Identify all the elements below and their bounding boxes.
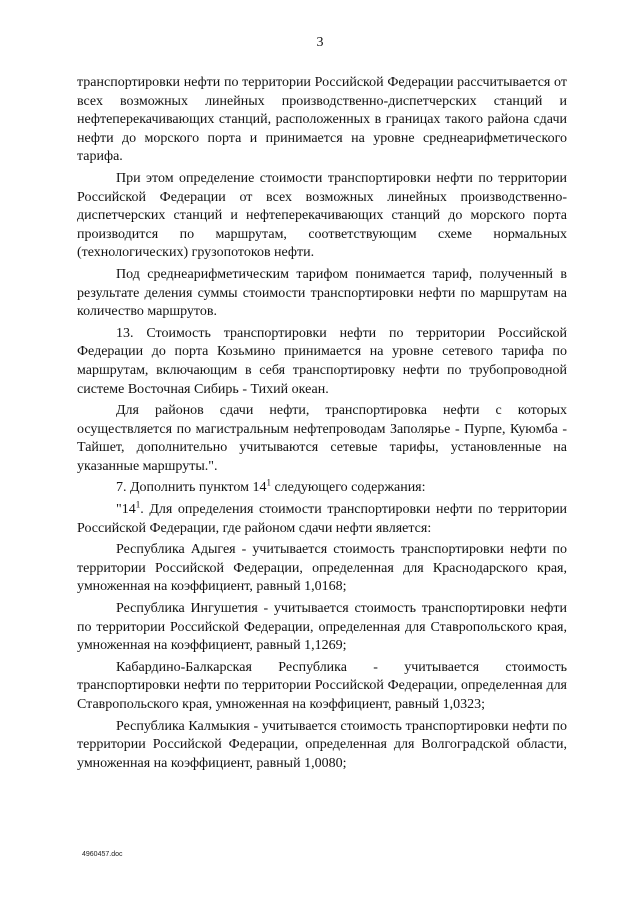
item-14-1-superscript: 1: [135, 499, 141, 510]
paragraph-item-14-1: [77, 501, 567, 538]
paragraph-item-13-kozmino: 13. Стоимость транспортировки нефти по территории Российской Федерации до порта Козьмино принимается на уровне сетевого тарифа по маршрутам, включающим в себя транспортировку нефти по трубопроводной системе Восточная Сибирь - Тихий океан.: [77, 325, 567, 397]
item-14-1-text-end: . Для определения стоимости транспортировки нефти по территории Российской Федерации, где районом сдачи нефти является:: [77, 502, 567, 536]
paragraph-average-tariff-definition: Под среднеарифметическим тарифом понимается тариф, полученный в результате деления суммы стоимости транспортировки нефти по маршрутам на количество маршрутов.: [77, 266, 567, 320]
amendment-7-superscript: 1: [266, 477, 271, 488]
paragraph-kabardino-balkaria: Кабардино-Балкарская Республика - учитывается стоимость транспортировки нефти по территории Российской Федерации, определенная для Ставропольского края, умноженная на коэффициент, равный 1,0323;: [77, 659, 567, 712]
item-14-1-text-start: "14: [116, 502, 136, 518]
amendment-7-text-end: следующего содержания:: [270, 480, 426, 496]
amendment-7-text-start: 7. Дополнить пунктом 14: [116, 480, 267, 496]
paragraph-network-tariffs: Для районов сдачи нефти, транспортировка нефти с которых осуществляется по магистральным нефтепроводам Заполярье - Пурпе, Куюмба - Тайшет, дополнительно учитываются сетевые тарифы, установленные на указанные маршруты.".: [77, 403, 567, 474]
paragraph-ingushetia: Республика Ингушетия - учитывается стоимость транспортировки нефти по территории Российской Федерации, определенная для Ставропольского края, умноженная на коэффициент, равный 1,1269;: [77, 601, 567, 654]
paragraph-kalmykia: Республика Калмыкия - учитывается стоимость транспортировки нефти по территории Российской Федерации, определенная для Волгоградской области, умноженная на коэффициент, равный 1,0080;: [77, 718, 567, 771]
document-body: [77, 74, 567, 776]
paragraph-adygea: Республика Адыгея - учитывается стоимость транспортировки нефти по территории Российской Федерации, определенная для Краснодарского края, умноженная на коэффициент, равный 1,0168;: [77, 542, 567, 595]
paragraph-route-determination: При этом определение стоимости транспортировки нефти по территории Российской Федерации от всех возможных линейных производственно-диспетчерских станций и нефтеперекачивающих станций до морского порта производится по маршрутам, соответствующим схеме нормальных (технологических) грузопотоков нефти.: [77, 170, 567, 261]
paragraph-amendment-7: [77, 479, 567, 498]
footer-filename: 4960457.doc: [82, 851, 123, 858]
paragraph-tariff-calculation: транспортировки нефти по территории Российской Федерации рассчитывается от всех возможных линейных производственно-диспетчерских станций и нефтеперекачивающих станций, расположенных в границах такого района сдачи нефти до морского порта и принимается на уровне среднеарифметического тарифа.: [77, 75, 567, 165]
page-number: 3: [316, 35, 324, 50]
